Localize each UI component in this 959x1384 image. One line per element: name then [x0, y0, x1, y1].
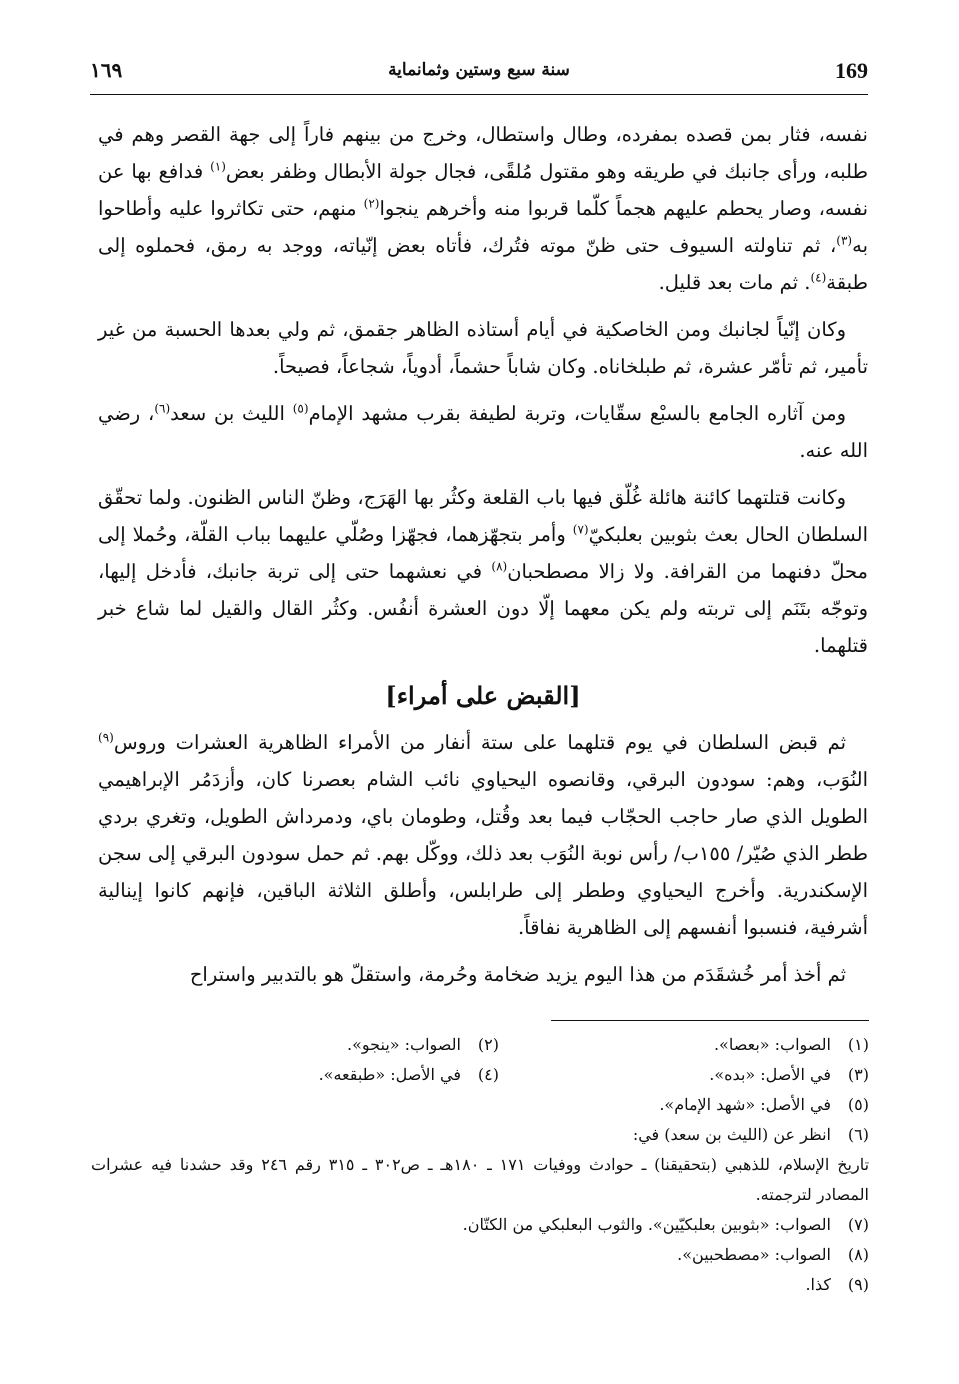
footnote-text: كذا. — [805, 1275, 831, 1294]
footnote-ref-8: (٨) — [491, 559, 508, 574]
footnote-ref-2: (٢) — [363, 196, 380, 211]
footnote-ref-7: (٧) — [572, 522, 589, 537]
footnote-ref-1: (١) — [210, 159, 226, 174]
header-rule — [90, 94, 868, 95]
paragraph-6: ثم أخذ أمر خُشقَدَم من هذا اليوم يزيد ضخامة وحُرمة، واستقلّ هو بالتدبير واستراح — [189, 963, 846, 986]
footnote-text: الصواب: «بثوبين بعلبكيّين». والثوب البعلبكي من الكتّان. — [462, 1215, 831, 1234]
paragraph-4 — [98, 479, 868, 664]
footnote-row — [91, 1030, 869, 1060]
footnote-1 — [499, 1030, 869, 1060]
section-heading: [القبض على أمراء] — [385, 681, 581, 710]
footnote-ref-5: (٥) — [292, 401, 309, 416]
footnote-text: في الأصل: «شهد الإمام». — [659, 1095, 831, 1114]
footnotes — [91, 1030, 869, 1300]
main-text — [98, 116, 868, 1003]
footnote-4 — [129, 1060, 499, 1090]
footnote-number: (٥) — [847, 1095, 869, 1114]
text-segment: الليث بن سعد — [170, 402, 293, 425]
text-segment: منهم، حتى تكاثروا عليه وأطاحوا به — [98, 197, 868, 257]
footnote-7 — [91, 1210, 869, 1240]
footnote-text: الصواب: «مصطحبين». — [677, 1245, 831, 1264]
paragraph-5 — [98, 724, 868, 946]
footnote-text: الصواب: «بعصا». — [713, 1035, 831, 1054]
footnote-6 — [91, 1120, 869, 1150]
text-segment: ، ثم تناولته السيوف حتى ظنّ موته فتُرك، فأتاه بعض إنّياته، ووجد به رمق، فحملوه إلى طبقة — [98, 234, 868, 294]
footnote-number: (١) — [847, 1035, 869, 1054]
footnote-3 — [499, 1060, 869, 1090]
footnote-number: (٦) — [847, 1125, 869, 1144]
footnote-text: انظر عن (الليث بن سعد) في: — [632, 1125, 831, 1144]
footnote-number: (٩) — [847, 1275, 869, 1294]
footnote-ref-9: (٩) — [98, 730, 114, 745]
footnote-text: الصواب: «ينجو». — [347, 1035, 461, 1054]
text-segment: نفسه، فثار بمن قصده بمفرده، وطال واستطال، وخرج من بينهم فاراً إلى جهة القصر وهم في طلبه، ورأى جانبك في طريقه وهو مقتول مُلقًى، فجال جولة الأبطال وظفر بعض — [98, 123, 869, 183]
footnote-number: (٢) — [477, 1035, 499, 1054]
text-segment: ومن آثاره الجامع بالسبْع سقّايات، وتربة لطيفة بقرب مشهد الإمام — [308, 402, 846, 425]
footnote-6-continuation: تاريخ الإسلام، للذهبي (بتحقيقنا) ـ حوادث ووفيات ١٧١ ـ ١٨٠هـ ـ ص٣٠٢ ـ ٣١٥ رقم ٢٤٦ وقد حشدنا فيه عشرات المصادر لترجمته. — [91, 1155, 870, 1204]
footnote-row — [91, 1060, 869, 1090]
footnote-8 — [91, 1240, 869, 1270]
footnote-ref-6: (٦) — [154, 401, 171, 416]
footnote-text: في الأصل: «طبقعه». — [318, 1065, 461, 1084]
text-segment: وأمر بتجهّزهما، فجهّزا وصُلّي عليهما بباب القلّة، وحُملا إلى محلّ دفنهما من القرافة. ولا زالا مصطحبان — [98, 523, 868, 583]
text-segment: النُوَب، وهم: سودون البرقي، وقانصوه اليحياوي نائب الشام بعصرنا كان، وأزدَمُر الإبراهيمي الطويل الذي صار حاجب الحجّاب فيما بعد وقُتل، وطومان باي، ودمرداش الطويل، وتغري بردي ططر الذي صُيّر/ ١٥٥ب/ رأس نوبة النُوَب بعد ذلك، ووكّل بهم. ثم حمل سودون البرقي إلى سجن الإسكندرية. وأخرج اليحياوي وططر إلى طرابلس، وأطلق الثلاثة الباقين، فإنهم كانوا إينالية أشرفية، فنسبوا أنفسهم إلى الظاهرية نفاقاً. — [98, 768, 869, 939]
footnote-number: (٤) — [477, 1065, 499, 1084]
footnote-number: (٧) — [847, 1215, 869, 1234]
text-segment: وكانت قتلتهما كائنة هائلة غُلّق فيها باب القلعة وكثُر بها الهَرَج، وظنّ الناس الظنون. ولما تحقّق السلطان الحال بعث بثوبين بعلبكيّ — [98, 486, 868, 546]
footnote-number: (٣) — [847, 1065, 869, 1084]
text-segment: فدافع بها عن نفسه، وصار يحطم عليهم هجماً كلّما قربوا منه وأخرهم ينجوا — [98, 160, 869, 220]
footnote-number: (٨) — [847, 1245, 869, 1264]
text-segment: في نعشهما حتى إلى تربة جانبك، فأدخل إليها، وتوجّه بتَنَم إلى تربته ولم يكن معهما إلّا دون العشرة أنفُس. وكثُر القال والقيل لما شاع خبر قتلهما. — [98, 560, 868, 657]
page-number-arabic: ١٦٩ — [90, 58, 123, 82]
paragraph-2: وكان إنّياً لجانبك ومن الخاصكية في أيام أستاذه الظاهر جقمق، ثم ولي بعدها الحسبة من غير تأمير، ثم تأمّر عشرة، ثم طبلخاناه. وكان شاباً حشماً، أدوياً، شجاعاً، فصيحاً. — [98, 318, 868, 378]
footnote-ref-4: (٤) — [810, 270, 827, 285]
footnote-2 — [129, 1030, 499, 1060]
paragraph-3 — [98, 395, 868, 469]
footnote-5 — [91, 1090, 869, 1120]
running-title: سنة سبع وستين وثمانماية — [388, 60, 570, 80]
page-header — [90, 56, 868, 90]
page-number-latin: 169 — [835, 58, 868, 83]
footnote-rule — [551, 1020, 869, 1021]
footnote-ref-3: (٣) — [836, 233, 853, 248]
text-segment: ثم قبض السلطان في يوم قتلهما على ستة أنفار من الأمراء الظاهرية العشرات وروس — [113, 731, 846, 754]
text-segment: ، رضي الله عنه. — [98, 402, 868, 462]
paragraph-1 — [98, 116, 868, 301]
footnote-9 — [91, 1270, 869, 1300]
text-segment: . ثم مات بعد قليل. — [658, 271, 811, 294]
footnote-text: في الأصل: «بده». — [709, 1065, 831, 1084]
